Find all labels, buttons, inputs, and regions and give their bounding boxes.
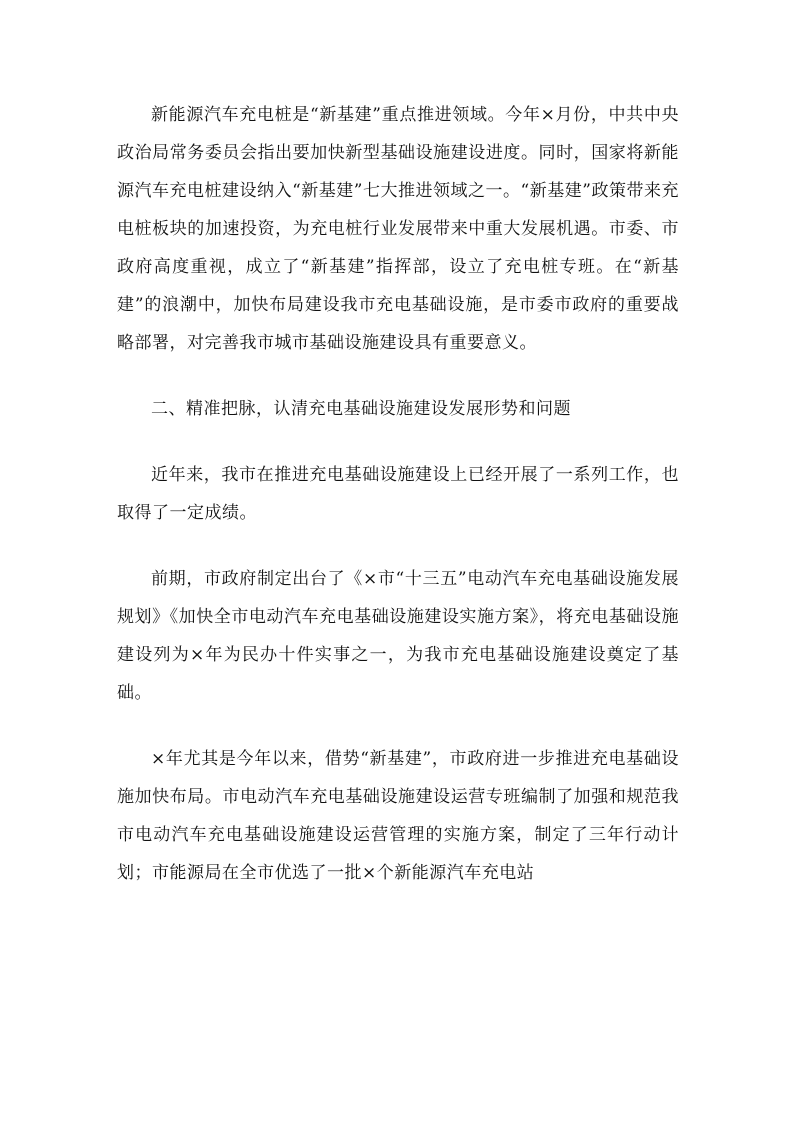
document-body	[117, 96, 679, 892]
paragraph-gap	[117, 428, 679, 456]
paragraph-intro: 新能源汽车充电桩是“新基建”重点推进领域。今年×月份，中共中央政治局常务委员会指出要加快新型基础设施建设进度。同时，国家将新能源汽车充电桩建设纳入“新基建”七大推进领域之一。“新基建”政策带来充电桩板块的加速投资，为充电桩行业发展带来中重大发展机遇。市委、市政府高度重视，成立了“新基建”指挥部，设立了充电桩专班。在“新基建”的浪潮中，加快布局建设我市充电基础设施，是市委市政府的重要战略部署，对完善我市城市基础设施建设具有重要意义。	[117, 105, 679, 353]
section-heading: 二、精准把脉，认清充电基础设施建设发展形势和问题	[151, 399, 571, 419]
paragraph-gap	[117, 362, 679, 390]
paragraph-gap	[117, 532, 679, 560]
paragraph-gap	[117, 712, 679, 740]
paragraph-early-stage: 前期，市政府制定出台了《×市“十三五”电动汽车充电基础设施发展规划》《加快全市电动汽车充电基础设施建设实施方案》，将充电基础设施建设列为×年为民办十件实事之一，为我市充电基础设施建设奠定了基础。	[117, 569, 679, 703]
paragraph-this-year: ×年尤其是今年以来，借势“新基建”，市政府进一步推进充电基础设施加快布局。市电动汽车充电基础设施建设运营专班编制了加强和规范我市电动汽车充电基础设施建设运营管理的实施方案，制定了三年行动计划；市能源局在全市优选了一批×个新能源汽车充电站	[117, 749, 679, 883]
paragraph-recent-years: 近年来，我市在推进充电基础设施建设上已经开展了一系列工作，也取得了一定成绩。	[117, 465, 679, 523]
